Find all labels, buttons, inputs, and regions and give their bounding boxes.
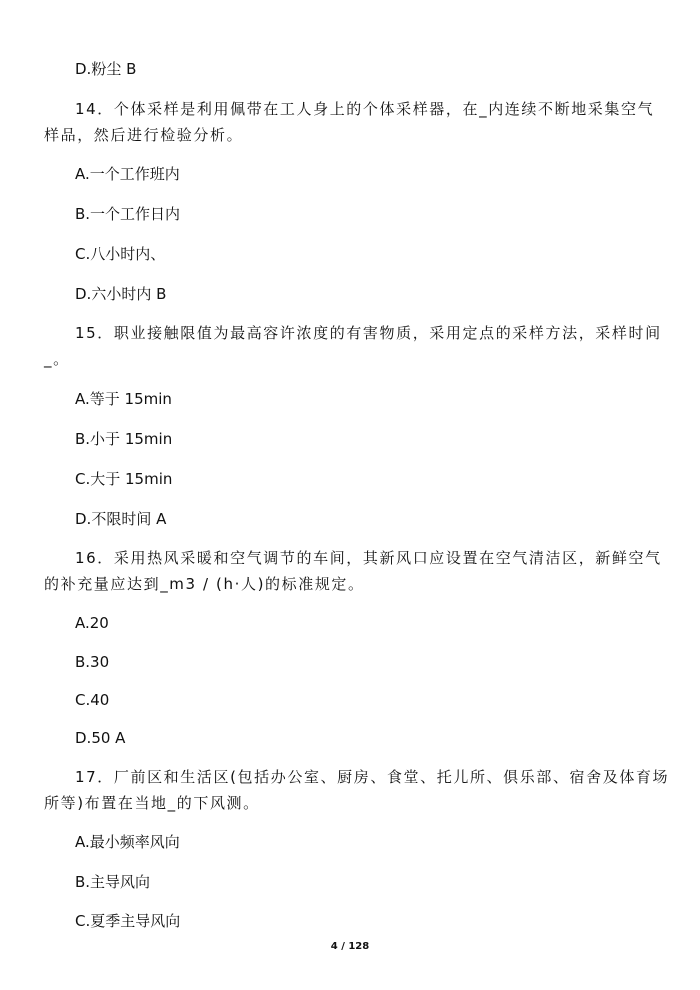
question-15-text: 15．职业接触限值为最高容许浓度的有害物质，采用定点的采样方法，采样时间	[75, 324, 662, 342]
question-17-option-b: B.主导风向	[75, 873, 151, 891]
question-15-option-a: A.等于 15min	[75, 390, 172, 408]
option-line: D.粉尘 B	[75, 60, 137, 78]
question-14-option-d: D.六小时内 B	[75, 285, 167, 303]
question-17-text: 17．厂前区和生活区(包括办公室、厨房、食堂、托儿所、俱乐部、宿舍及体育场	[75, 768, 670, 786]
question-15-option-d: D.不限时间 A	[75, 510, 167, 528]
question-16-option-a: A.20	[75, 614, 109, 632]
question-14-text: 14．个体采样是利用佩带在工人身上的个体采样器，在_内连续不断地采集空气	[75, 100, 655, 118]
page-number: 4 / 128	[330, 941, 370, 952]
question-14-option-b: B.一个工作日内	[75, 205, 181, 223]
question-16-option-b: B.30	[75, 653, 110, 671]
question-17-option-c: C.夏季主导风向	[75, 912, 181, 930]
question-16-text: 16．采用热风采暖和空气调节的车间，其新风口应设置在空气清洁区，新鲜空气	[75, 549, 662, 567]
question-14-option-a: A.一个工作班内	[75, 165, 180, 183]
question-16-option-c: C.40	[75, 691, 110, 709]
question-15-option-b: B.小于 15min	[75, 430, 173, 448]
question-17-text-continued: 所等)布置在当地_的下风测。	[44, 794, 260, 812]
question-14-text-continued: 样品，然后进行检验分析。	[44, 126, 244, 144]
question-15-text-continued: _。	[44, 350, 70, 368]
question-15-option-c: C.大于 15min	[75, 470, 173, 488]
question-17-option-a: A.最小频率风向	[75, 833, 180, 851]
question-14-option-c: C.八小时内、	[75, 245, 166, 263]
question-16-text-continued: 的补充量应达到_m3 / (h·人)的标准规定。	[44, 575, 365, 593]
question-16-option-d: D.50 A	[75, 729, 126, 747]
